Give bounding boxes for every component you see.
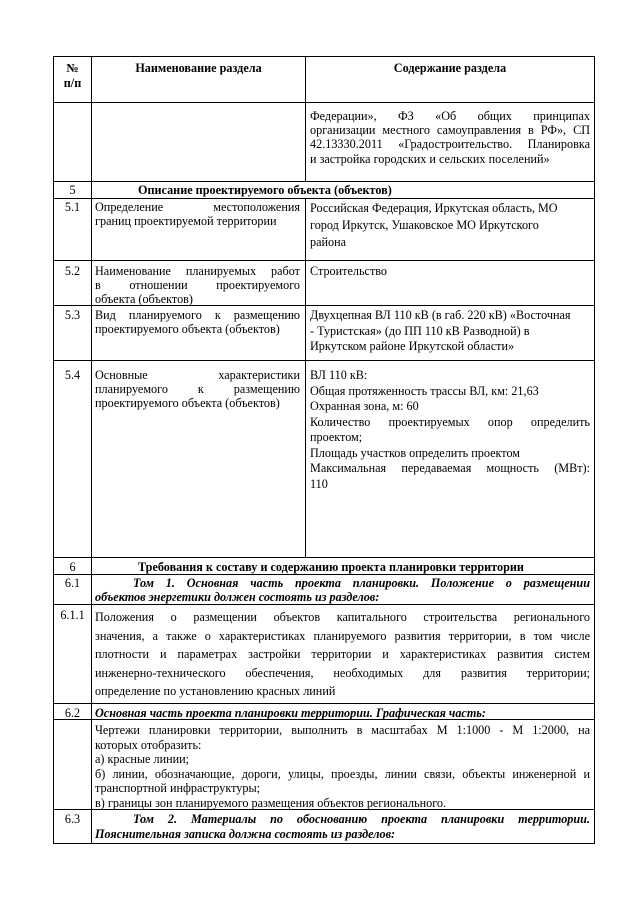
column-divider [91, 56, 92, 844]
section-content: Двухцепная ВЛ 110 кВ (в габ. 220 кВ) «Восточная - Туристская» (до ПП 110 кВ Разводной) в Иркутском районе Иркутской области» [310, 308, 571, 353]
row-divider [53, 703, 595, 704]
row-divider [53, 181, 595, 182]
section-name: Наименование планируемых работ в отношении проектируемого объекта (объектов) [95, 264, 300, 307]
section-title: Требования к составу и содержанию проекта планировки территории [138, 560, 524, 574]
table-border-top [53, 56, 595, 57]
table-border-bottom [53, 843, 595, 844]
section-name: Вид планируемого к размещению проектируемого объекта (объектов) [95, 308, 300, 337]
section-name: Определение местоположения границ проектируемой территории [95, 200, 300, 229]
row-number: 6.3 [64, 812, 81, 826]
row-number: 6 [69, 560, 76, 574]
row-number: 6.1 [64, 576, 81, 590]
column-divider [305, 198, 306, 557]
row-number: 6.2 [64, 706, 81, 720]
section-content: ВЛ 110 кВ: Общая протяженность трассы ВЛ, км: 21,63 Охранная зона, м: 60 Количество проектируемых опор определить проектом; Площадь участков определить проектом Максимальная передаваемая мощность (МВт): 110 [310, 368, 590, 491]
row-number: 5.2 [64, 264, 81, 278]
row-number: 5 [69, 183, 76, 197]
table-border-right [594, 56, 595, 844]
row-divider [53, 260, 595, 261]
row-number: 5.3 [64, 308, 81, 322]
section-text: Том 2. Материалы по обоснованию проекта планировки территории. Пояснительная записка должна состоять из разделов: [95, 812, 590, 841]
continued-content: Федерации», ФЗ «Об общих принципах организации местного самоуправления в РФ», СП 42.13330.2011 «Градостроительство. Планировка и застройка городских и сельских поселений» [310, 109, 590, 166]
section-text: Чертежи планировки территории, выполнить в масштабах М 1:1000 - М 1:2000, на которых отобразить: а) красные линии; б) линии, обозначающие, дороги, улицы, проезды, линии связи, объекты инженерной и транспортной инфраструктуры; в) границы зон планируемого размещения объектов регионального. [95, 723, 590, 810]
row-divider [53, 102, 595, 103]
section-name: Основные характеристики планируемого к размещению проектируемого объекта (объектов) [95, 368, 300, 411]
row-number: 5.4 [64, 368, 81, 382]
row-number: 6.1.1 [60, 608, 85, 622]
section-text: Положения о размещении объектов капитального строительства регионального значения, а также о характеристиках планируемого развития территории, в том числе плотности и параметрах застройки территории и характеристиках развития систем инженерно-технического обеспечения, необходимых для развития территории; определение по установлению красных линий [95, 610, 590, 698]
section-content: Строительство [310, 264, 388, 278]
header-section-name: Наименование раздела [135, 61, 262, 75]
section-content: Российская Федерация, Иркутская область, МО город Иркутск, Ушаковское МО Иркутского района [310, 201, 558, 249]
row-number: 5.1 [64, 200, 81, 214]
row-divider [53, 198, 595, 199]
header-section-content: Содержание раздела [393, 61, 507, 75]
header-number: № п/п [63, 61, 82, 90]
section-text: Том 1. Основная часть проекта планировки. Положение о размещении объектов энергетики должен состоять из разделов: [95, 576, 590, 604]
table-border-left [53, 56, 54, 844]
section-text: Основная часть проекта планировки территории. Графическая часть: [95, 706, 486, 720]
row-divider [53, 557, 595, 558]
row-divider [53, 604, 595, 605]
section-title: Описание проектируемого объекта (объектов) [138, 183, 392, 197]
row-divider [53, 360, 595, 361]
